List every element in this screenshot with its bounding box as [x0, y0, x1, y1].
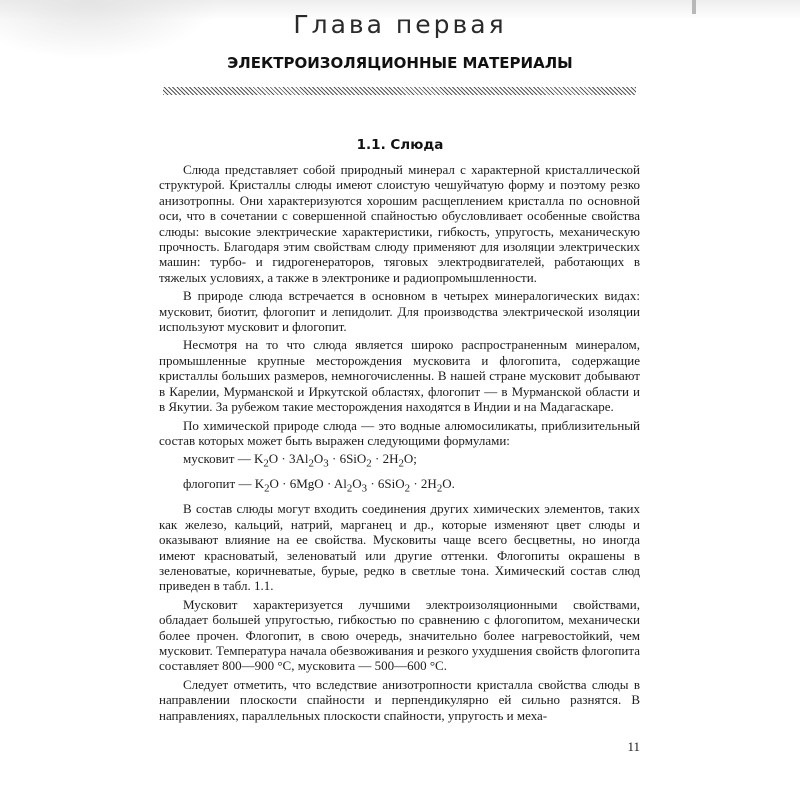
page-edge-mark: [692, 0, 696, 14]
paragraph-3: Несмотря на то что слюда является широко распространенным минералом, промышленные крупные месторождения мусковита и флогопита, содержащие кристаллы больших размеров, немногочисленны. В нашей стране мусковит добывают в Карелии, Мурманской и Иркутской областях, флогопит — в Мурманской области и в Якутии. За рубежом такие месторождения находятся в Индии и на Мадагаскаре.: [159, 337, 640, 415]
paragraph-6: Мусковит характеризуется лучшими электроизоляционными свойствами, обладает большей упругостью, гибкостью по сравнению с флогопитом, механически более прочен. Флогопит, в свою очередь, значительно более нагревостойкий, чем мусковит. Температура начала обезвоживания и резкого ухудшения свойств флогопита составляет 800—900 °С, мусковита — 500—600 °С.: [159, 596, 640, 674]
chapter-title: ЭЛЕКТРОИЗОЛЯЦИОННЫЕ МАТЕРИАЛЫ: [227, 54, 573, 72]
paragraph-7: Следует отметить, что вследствие анизотропности кристалла свойства слюды в направлении плоскости спайности и перпендикулярно ей сильно разнятся. В направлениях, параллельных плоскости спайности, упругость и меха-: [159, 676, 640, 723]
decorative-hatch-bar: [163, 87, 636, 95]
chapter-label: Глава первая: [293, 10, 507, 39]
paragraph-2: В природе слюда встречается в основном в четырех минералогических видах: мусковит, биотит, флогопит и лепидолит. Для производства электрической изоляции используют мусковит и флогопит.: [159, 288, 640, 335]
page-number: 11: [627, 739, 640, 754]
paragraph-5: В состав слюды могут входить соединения других химических элементов, таких как железо, кальций, натрий, марганец и др., которые изменяют цвет слюды и оказывают влияние на ее свойства. Мусковиты чаще всего бесцветны, но иногда имеют красноватый, зеленоватый или другие оттенки. Флогопиты окрашены в зеленоватые, коричневатые, бурые, редко в светлые тона. Химический состав слюд приведен в табл. 1.1.: [159, 501, 640, 594]
formula-muscovite: мусковит — $K_2O \cdot 3Al_2O_3 \cdot 6SiO_2 \cdot 2H_2O$;: [183, 451, 417, 470]
body-text: [159, 162, 640, 726]
formula-phlogopite: флогопит — $K_2O \cdot 6MgO \cdot Al_2O_3 \cdot 6SiO_2 \cdot 2H_2O$.: [183, 476, 455, 495]
paragraph-1: Слюда представляет собой природный минерал с характерной кристаллической структурой. Кристаллы слюды имеют слоистую чешуйчатую форму и поэтому резко анизотропны. Они характеризуются хорошим расщеплением кристалла по основной оси, что в сочетании с совершенной спайностью обусловливает особенные свойства слюды: высокие электрические характеристики, гибкость, упругость, механическую прочность. Благодаря этим свойствам слюду применяют для изоляции электрических машин: турбо- и гидрогенераторов, тяговых электродвигателей, работающих в тяжелых условиях, а также в электронике и радиопромышленности.: [159, 162, 640, 285]
section-title: 1.1. Слюда: [356, 137, 444, 153]
paragraph-4: По химической природе слюда — это водные алюмосиликаты, приблизительный состав которых может быть выражен следующими формулами:: [159, 417, 640, 448]
